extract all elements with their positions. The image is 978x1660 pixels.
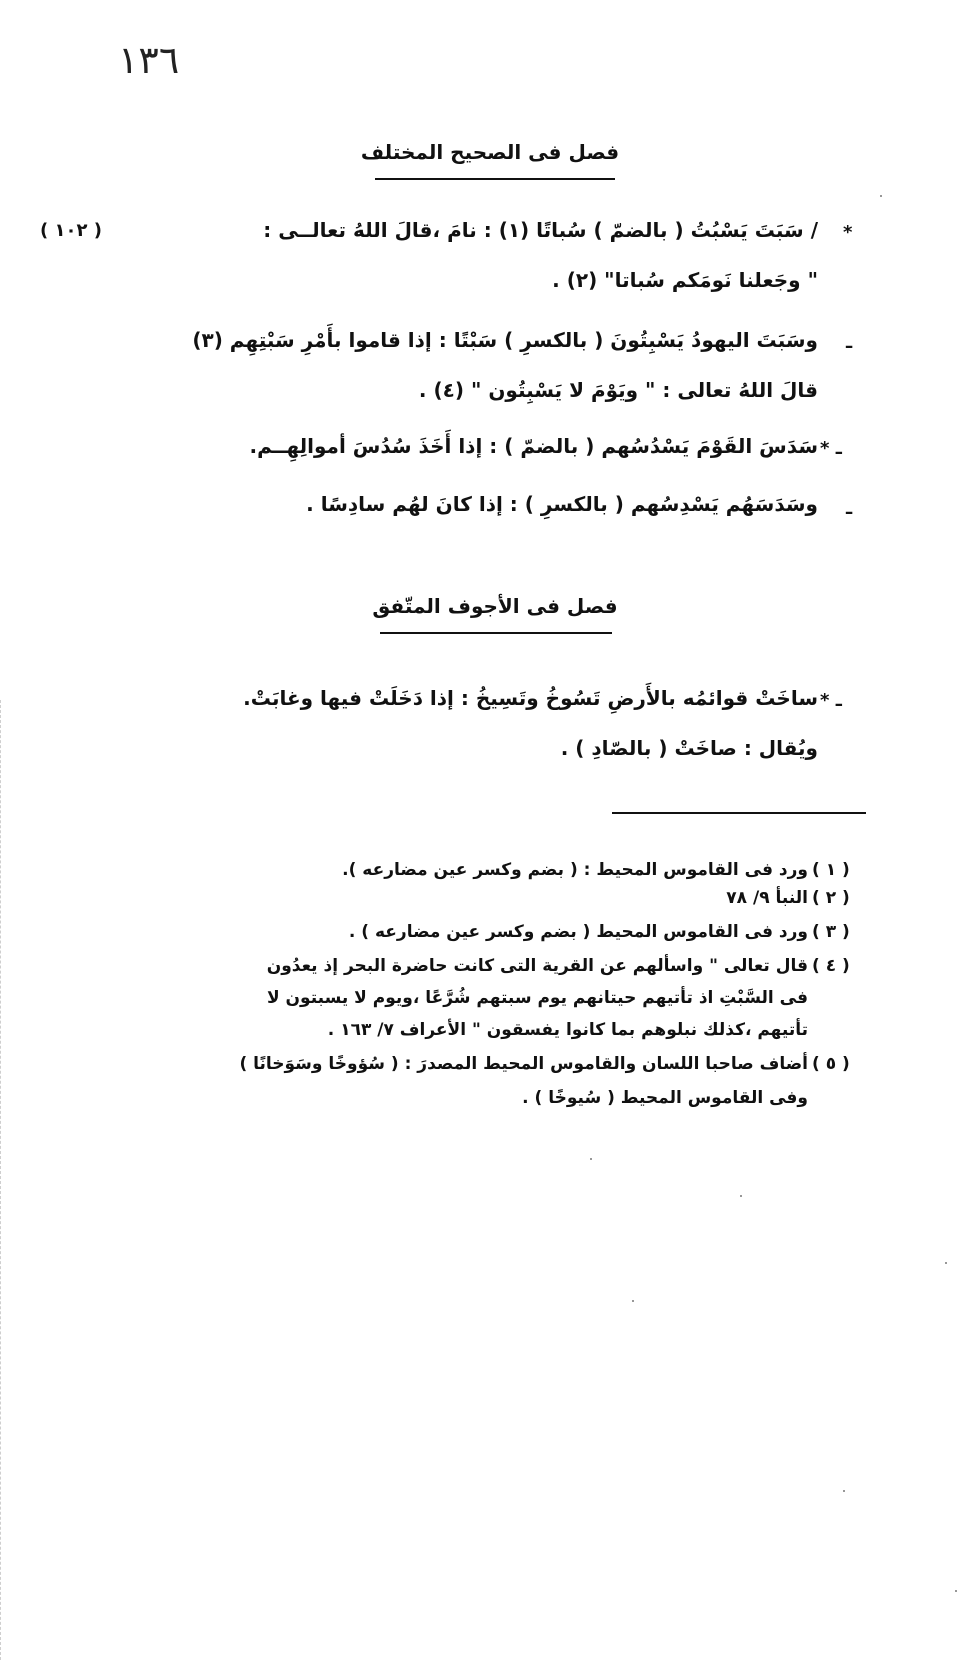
scan-speck [955, 1590, 957, 1592]
entry-1-line-1: / سَبَتَ يَسْبُتُ ( بالضمّ ) سُباتًا (١) : نامَ ،قالَ اللهُ تعالــى : [263, 218, 818, 242]
footnote-2-number: ( ٢ ) [812, 888, 850, 908]
section-1-heading-underline [375, 178, 615, 180]
footnote-2-text: النبأ ٩/ ٧٨ [726, 888, 808, 908]
scan-speck [945, 1262, 947, 1264]
entry-3-line-1: سَدَسَ القَوْمَ يَسْدُسُهم ( بالضمّ ) : إذا أَخَذَ سُدُسَ أموالِهِــم. [249, 434, 818, 458]
entry-1-reference-number: ( ١٠٢ ) [40, 220, 102, 241]
scan-speck [590, 1158, 592, 1160]
footnote-4-number: ( ٤ ) [812, 956, 850, 976]
scan-speck [880, 195, 882, 197]
footnote-4-text-line-1: قال تعالى " واسألهم عن القرية التى كانت حاضرة البحر إذ يعدُون [266, 956, 808, 976]
footnote-5-number: ( ٥ ) [812, 1054, 850, 1074]
entry-5-line-1: ساخَتْ قوائمُه بالأَرضِ تَسُوخُ وتَسِيخُ : إذا دَخَلَتْ فيها وغابَتْ. [243, 686, 818, 710]
footnote-1-number: ( ١ ) [812, 860, 850, 880]
entry-5-marker: * ـ [820, 690, 842, 711]
footnote-5-text-line-1: أضاف صاحبا اللسان والقاموس المحيط المصدرَ : ( سُؤوخًا وسَوَخانًا ) [239, 1054, 808, 1074]
entry-1-marker: * [843, 222, 853, 243]
entry-2-line-2: قالَ اللهُ تعالى : " ويَوْمَ لا يَسْبِتُون " (٤) . [418, 378, 818, 402]
scan-speck [632, 1300, 634, 1302]
footnote-4-text-line-2: فى السَّبْتِ اذ تأتيهم حيتانهم يوم سبتهم شُرَّعًا ،ويوم لا يسبتون لا [266, 988, 808, 1008]
scan-edge-artifact [0, 700, 2, 1660]
entry-2-line-1: وسَبَتَ اليهودُ يَسْبِتُونَ ( بالكسرِ ) سَبْتًا : إذا قاموا بأَمْرِ سَبْتِهِم (٣) [192, 328, 818, 352]
scan-speck [740, 1195, 742, 1197]
entry-5-line-2: ويُقال : صاخَتْ ( بالصّادِ ) . [560, 736, 818, 760]
entry-4-marker: ـ [846, 498, 853, 519]
section-2-heading-underline [380, 632, 612, 634]
page-number: ١٣٦ [118, 38, 180, 82]
entry-3-marker: * ـ [820, 438, 842, 459]
footnote-4-text-line-3: تأتيهم ،كذلك نبلوهم بما كانوا يفسقون " الأعراف ٧/ ١٦٣ . [327, 1020, 808, 1040]
footnote-3-number: ( ٣ ) [812, 922, 850, 942]
footnote-5-text-line-2: وفى القاموس المحيط ( سُيوخًا ) . [522, 1088, 808, 1108]
section-2-heading: فصل فى الأجوف المتّفق [372, 594, 618, 618]
entry-4-line-1: وسَدَسَهُم يَسْدِسُهم ( بالكسرِ ) : إذا كانَ لهُم سادِسًا . [306, 492, 818, 516]
entry-1-line-2: " وجَعلنا نَومَكم سُباتا" (٢) . [552, 268, 818, 292]
section-1-heading: فصل فى الصحيح المختلف [360, 140, 620, 164]
entry-2-marker: ـ [846, 332, 853, 353]
footnote-separator [612, 812, 866, 814]
scan-speck [843, 1490, 845, 1492]
footnote-3-text: ورد فى القاموس المحيط ( بضم وكسر عين مضارعه ) . [348, 922, 808, 942]
footnote-1-text: ورد فى القاموس المحيط : ( بضم وكسر عين مضارعه ). [342, 860, 808, 880]
